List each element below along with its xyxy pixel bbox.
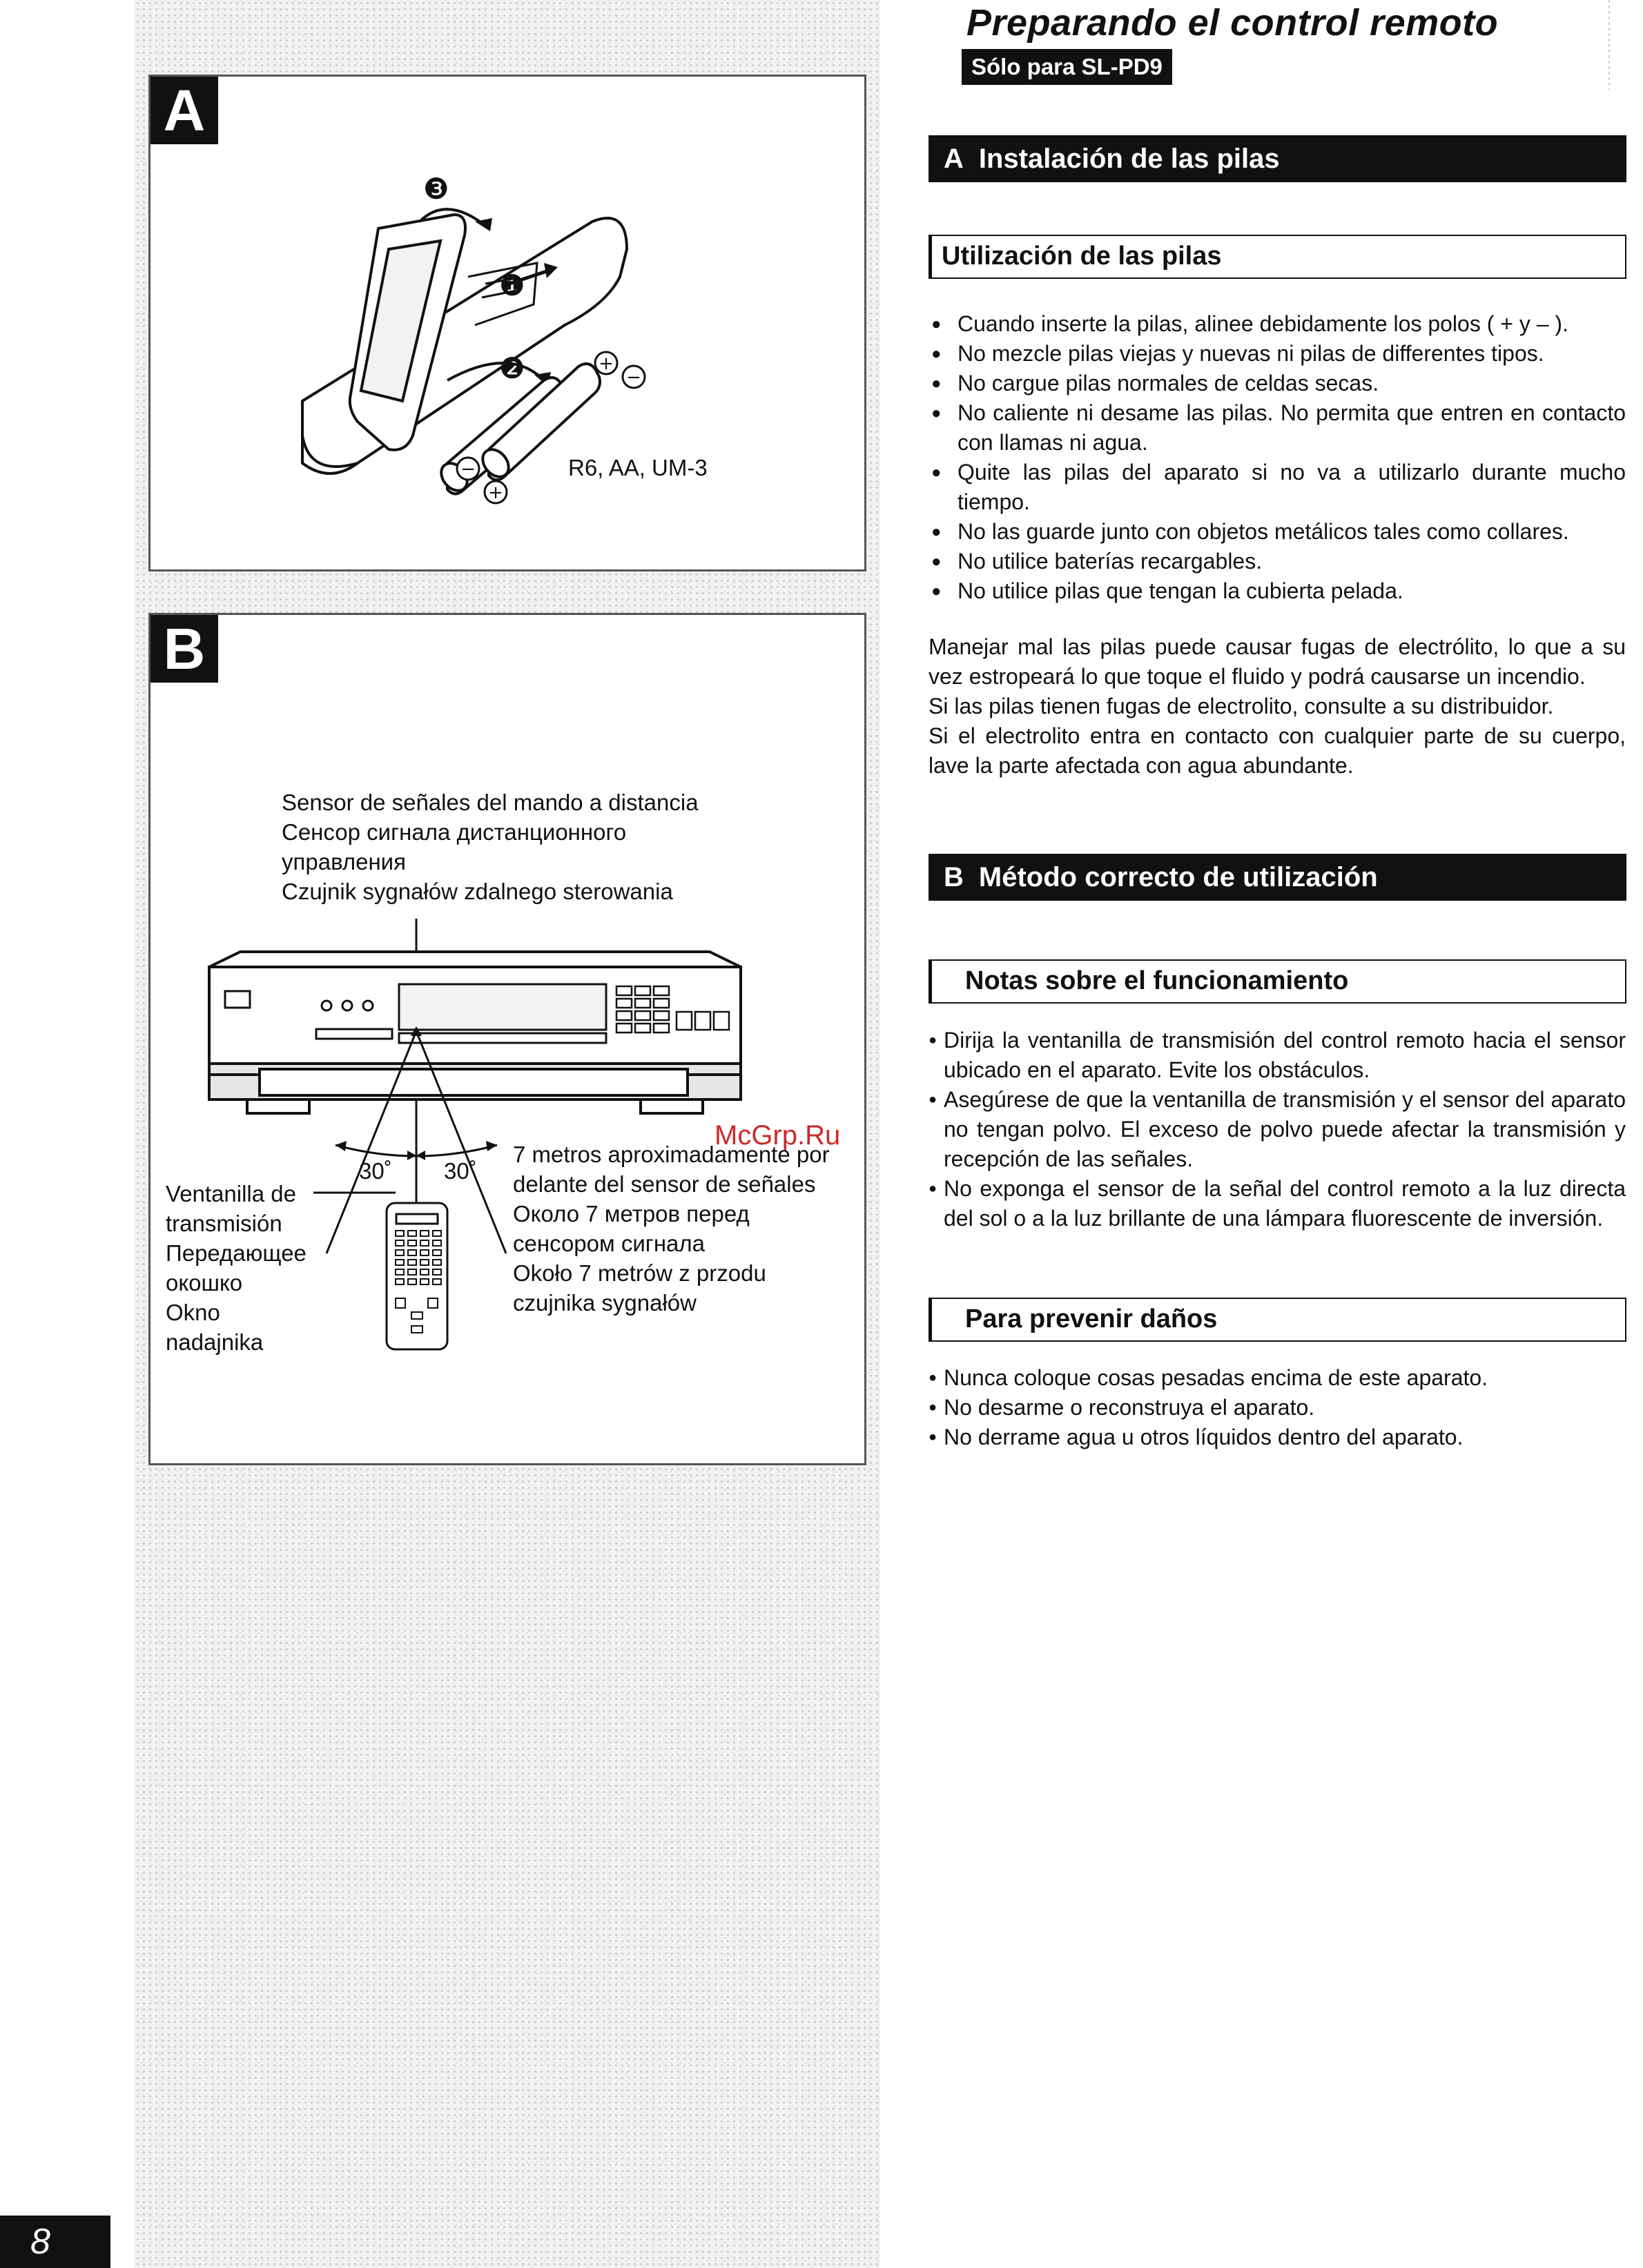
- list-item: ● Dirija la ventanilla de transmisión del control remoto hacia el sensor ubicado en el aparato. Evite los obstáculos.: [929, 1026, 1626, 1085]
- svg-text:−: −: [460, 459, 476, 480]
- dotted-margin-line: [1608, 0, 1610, 90]
- section-a-header: [929, 135, 1626, 182]
- battery-warning-paragraph: [929, 632, 1626, 781]
- list-item: ● Quite las pilas del aparato si no va a utilizarlo durante mucho tiempo.: [929, 458, 1626, 517]
- list-item: ● No las guarde junto con objetos metálicos tales como collares.: [929, 517, 1626, 547]
- panel-a-tag: A: [150, 77, 218, 144]
- section-b-subtitle-damage: Para prevenir daños: [929, 1298, 1626, 1342]
- list-item: ● Nunca coloque cosas pesadas encima de este aparato.: [929, 1363, 1626, 1393]
- warning-line: Si las pilas tienen fugas de electrolito, consulte a su distribuidor.: [929, 694, 1554, 718]
- step-marker-1: ❶: [499, 269, 525, 302]
- svg-text:−: −: [626, 367, 641, 388]
- remote-control: [387, 1203, 447, 1349]
- list-item: ● No caliente ni desame las pilas. No permita que entren en contacto con llamas ni agua.: [929, 398, 1626, 458]
- damage-prevention-list: [929, 1363, 1626, 1452]
- battery-type-label: R6, AA, UM-3: [568, 455, 708, 480]
- figure-panel-a: [148, 75, 866, 571]
- remote-battery-illustration: [150, 77, 868, 574]
- list-item: ● No cargue pilas normales de celdas secas.: [929, 369, 1626, 398]
- list-item: ● Cuando inserte la pilas, alinee debidamente los polos ( + y – ).: [929, 309, 1626, 339]
- section-b-title: Método correcto de utilización: [978, 862, 1378, 892]
- page-title: Preparando el control remoto: [966, 2, 1499, 43]
- section-b-subtitle-notes: Notas sobre el funcionamiento: [929, 959, 1626, 1004]
- panel-b-tag: B: [150, 615, 218, 683]
- list-item: ● No derrame agua u otros líquidos dentro del aparato.: [929, 1423, 1626, 1452]
- section-a-title: Instalación de las pilas: [978, 144, 1280, 174]
- list-item: ● No utilice baterías recargables.: [929, 547, 1626, 576]
- operation-notes-list: [929, 1026, 1626, 1233]
- section-a-subtitle: Utilización de las pilas: [929, 235, 1626, 279]
- list-item: ● No utilice pilas que tengan la cubierta pelada.: [929, 576, 1626, 606]
- list-item: ● Asegúrese de que la ventanilla de transmisión y el sensor del aparato no tengan polvo. El exceso de polvo puede afectar la transmisión y recepción de las señales.: [929, 1085, 1626, 1174]
- remote-body: [302, 218, 627, 473]
- section-b-letter: B: [944, 862, 964, 892]
- step-marker-2: ❷: [499, 352, 525, 384]
- list-item: ● No exponga el sensor de la señal del control remoto a la luz directa del sol o a la luz brillante de una lámpara fluorescente de inversión.: [929, 1174, 1626, 1233]
- angle-right-label: 30˚: [444, 1158, 477, 1184]
- watermark: McGrp.Ru: [714, 1120, 841, 1151]
- battery-bullet-list: [929, 309, 1626, 606]
- angle-left-label: 30˚: [359, 1158, 392, 1184]
- figure-panel-b: B Sensor de señales del mando a distancia Сенсор сигнала дистанционного управления Czujnik sygnałów zdalnego sterowania 30˚ 30˚ Ventanilla de transmisión Передающее окошко Okno nadajnika 7 metros aproximadamente por delante del sensor de señales Около 7 метров перед сенсором сигнала Około 7 metrów z przodu czujnika sygnałów: [148, 613, 866, 1465]
- warning-line: Manejar mal las pilas puede causar fugas de electrólito, lo que a su vez estropeará lo que toque el fluido y podrá causarse un incendio.: [929, 634, 1626, 689]
- page-number: 8: [0, 2216, 110, 2268]
- list-item: ● No mezcle pilas viejas y nuevas ni pilas de differentes tipos.: [929, 339, 1626, 369]
- section-b-header: [929, 854, 1626, 901]
- section-a-letter: A: [944, 144, 964, 174]
- svg-text:+: +: [599, 353, 614, 374]
- list-item: ● No desarme o reconstruya el aparato.: [929, 1393, 1626, 1423]
- model-badge: Sólo para SL-PD9: [962, 49, 1172, 85]
- svg-text:+: +: [488, 482, 503, 503]
- warning-line: Si el electrolito entra en contacto con cualquier parte de su cuerpo, lave la parte afectada con agua abundante.: [929, 723, 1626, 778]
- step-marker-3: ❸: [423, 173, 449, 205]
